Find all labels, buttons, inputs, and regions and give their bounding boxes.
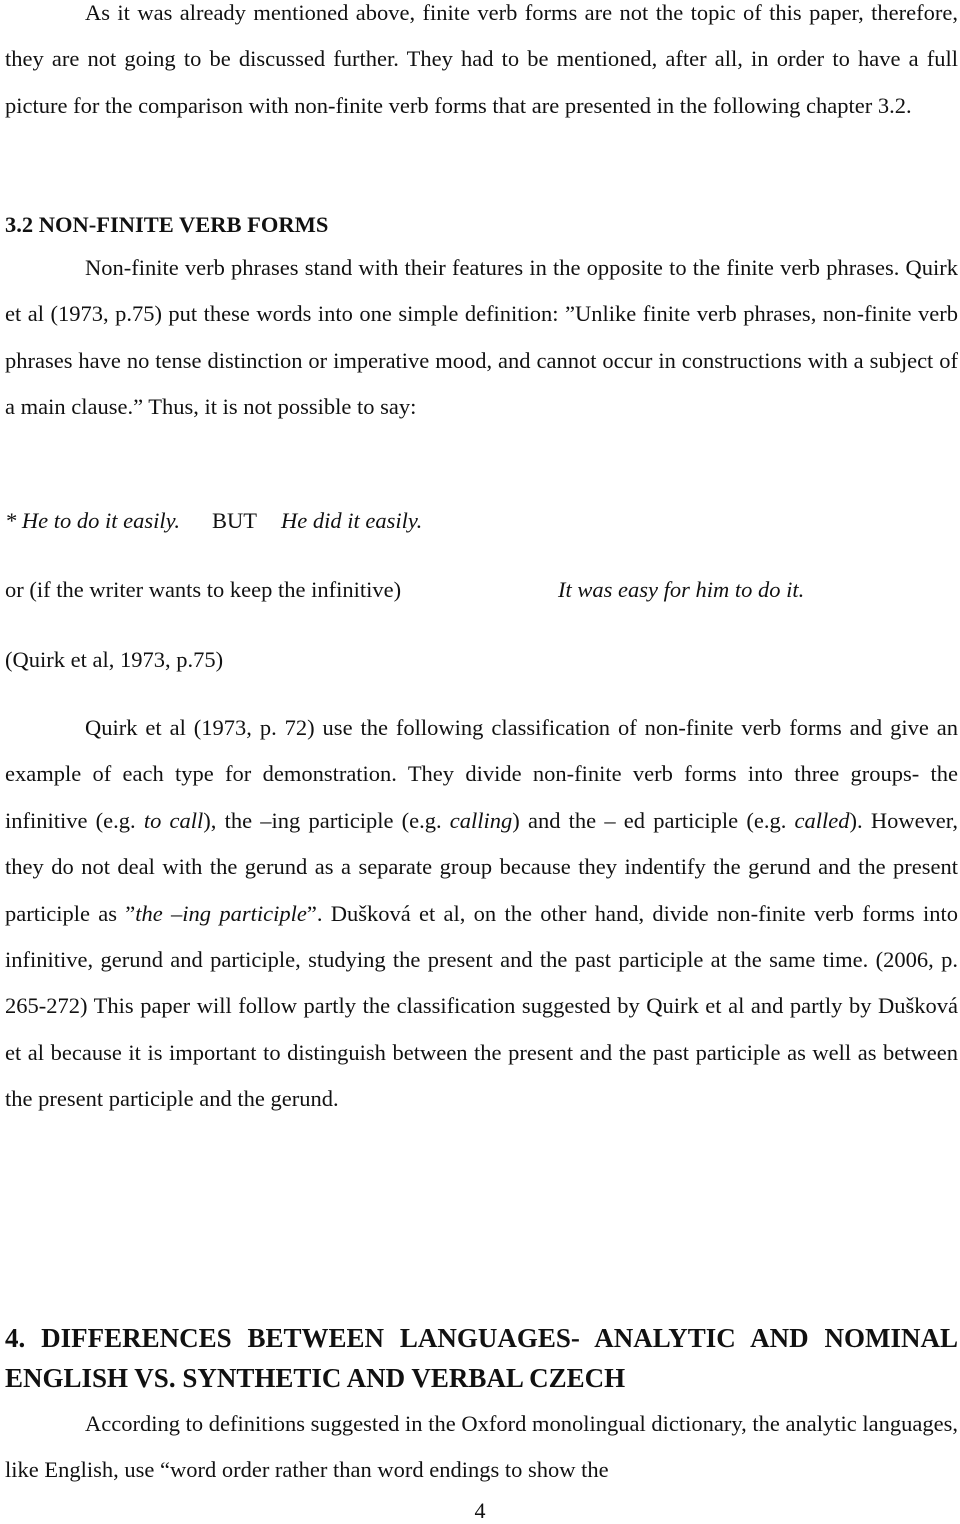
section-heading-3-2: 3.2 NON-FINITE VERB FORMS [5,212,329,237]
example-lead: or (if the writer wants to keep the infinitive) [5,577,402,602]
section-heading-4: 4. DIFFERENCES BETWEEN LANGUAGES- ANALYTIC AND NOMINAL ENGLISH VS. SYNTHETIC AND VERBAL CZECH [5,1323,958,1393]
paragraph-classification: Quirk et al (1973, p. 72) use the following classification of non-finite verb forms and give an example of each type for demonstration. They divide non-finite verb forms into three groups- the infinitive (e.g. to call), the –ing participle (e.g. calling) and the – ed participle (e.g. called). However, they do not deal with the gerund as a separate group because they indentify the gerund and the present participle as ”the –ing participle”. Dušková et al, on the other hand, divide non-finite verb forms into infinitive, gerund and participle, studying the present and the past participle at the same time. (2006, p. 265-272) This paper will follow partly the classification suggested by Quirk et al and partly by Dušková et al because it is important to distinguish between the present and the past participle as well as between the present participle and the gerund. [5,715,959,1112]
example-line-2 [5,575,401,605]
example-line-1 [5,506,422,536]
paragraph-intro: As it was already mentioned above, finite verb forms are not the topic of this paper, therefore, they are not going to be discussed further. They had to be mentioned, after all, in order to have a full picture for the comparison with non-finite verb forms that are presented in the following chapter 3.2. [5,0,958,118]
paragraph-non-finite-definition: Non-finite verb phrases stand with their features in the opposite to the finite verb phrases. Quirk et al (1973, p.75) put these words into one simple definition: ”Unlike finite verb phrases, non-finite verb phrases have no tense distinction or imperative mood, and cannot occur in constructions with a subject of a main clause.” Thus, it is not possible to say: [5,255,958,420]
example-but: BUT [211,508,257,533]
page-number: 4 [474,1498,486,1523]
example-right: He did it easily. [280,508,423,533]
citation: (Quirk et al, 1973, p.75) [5,647,224,672]
paragraph-analytic-languages: According to definitions suggested in the Oxford monolingual dictionary, the analytic languages, like English, use “word order rather than word endings to show the [5,1411,958,1483]
example-wrong: * He to do it easily. [5,508,180,533]
example-line-2-sentence: It was easy for him to do it. [558,577,805,602]
